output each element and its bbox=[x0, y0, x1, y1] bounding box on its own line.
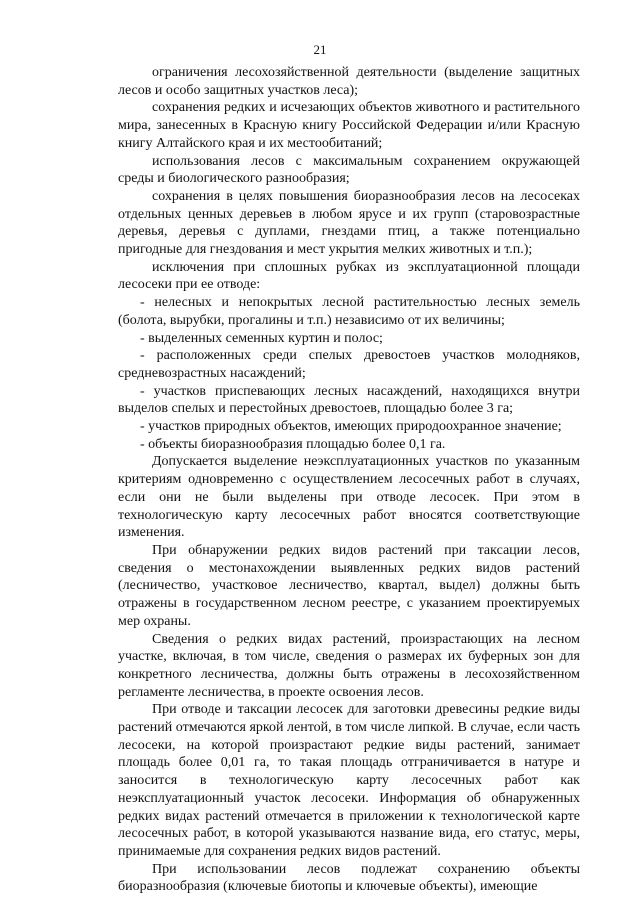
paragraph: Сведения о редких видах растений, произрастающих на лесном участке, включая, в том числе, сведения о размерах их буферных зон для конкретного лесничества, должны быть отражены в лесохозяйственном регламенте лесничества, в проекте освоения лесов. bbox=[118, 631, 580, 700]
paragraph: сохранения редких и исчезающих объектов животного и растительного мира, занесенных в Красную книгу Российской Федерации и/или Красную книгу Алтайского края и их местообитаний; bbox=[118, 100, 580, 151]
paragraph: исключения при сплошных рубках из эксплуатационной площади лесосеки при ее отводе: bbox=[118, 259, 580, 293]
list-item: - расположенных среди спелых древостоев участков молодняков, средневозрастных насаждений; bbox=[118, 348, 580, 381]
paragraph: При использовании лесов подлежат сохранению объекты биоразнообразия (ключевые биотопы и ключевые объекты), имеющие bbox=[118, 861, 580, 895]
paragraph: При обнаружении редких видов растений при таксации лесов, сведения о местонахождении выявленных редких видов растений (лесничество, участковое лесничество, квартал, выдел) должны быть отражены в государственном лесном реестре, с указанием проектируемых мер охраны. bbox=[118, 542, 580, 629]
document-body bbox=[118, 64, 580, 896]
page-number: 21 bbox=[313, 42, 327, 57]
paragraph: ограничения лесохозяйственной деятельности (выделение защитных лесов и особо защитных участков леса); bbox=[118, 65, 580, 98]
list-item: - нелесных и непокрытых лесной растительностью лесных земель (болота, вырубки, прогалины и т.п.) независимо от их величины; bbox=[118, 295, 580, 328]
list-item: - участков приспевающих лесных насаждений, находящихся внутри выделов спелых и перестойных древостоев, площадью более 3 га; bbox=[118, 383, 580, 417]
list-item: - участков природных объектов, имеющих природоохранное значение; bbox=[140, 419, 562, 435]
paragraph: сохранения в целях повышения биоразнообразия лесов на лесосеках отдельных ценных деревьев в любом ярусе и их групп (старовозрастные деревья, деревья с дуплами, гнездами птиц, а также потенциально пригодные для гнездования и мест укрытия мелких животных и т.п.); bbox=[118, 188, 580, 258]
list-item: - объекты биоразнообразия площадью более 0,1 га. bbox=[140, 436, 446, 452]
list-item: - выделенных семенных куртин и полос; bbox=[140, 330, 383, 346]
paragraph: использования лесов с максимальным сохранением окружающей среды и биологического разнообразия; bbox=[118, 153, 580, 187]
paragraph: При отводе и таксации лесосек для заготовки древесины редкие виды растений отмечаются яркой лентой, в том числе липкой. В случае, если часть лесосеки, на которой произрастают редкие виды растений, занимает площадь более 0,01 га, то такая площадь отграничивается в натуре и заносится в технологическую карту лесосечных работ как неэксплуатационный участок лесосеки. Информация об обнаруженных редких видах растений отмечается в приложении к технологической карте лесосечных работ, в которой указываются название вида, его статус, меры, принимаемые для сохранения редких видов растений. bbox=[118, 702, 580, 859]
paragraph: Допускается выделение неэксплуатационных участков по указанным критериям одновременно с осуществлением лесосечных работ в случаях, если они не были выделены при отводе лесосек. При этом в технологическую карту лесосечных работ вносятся соответствующие изменения. bbox=[118, 454, 580, 541]
